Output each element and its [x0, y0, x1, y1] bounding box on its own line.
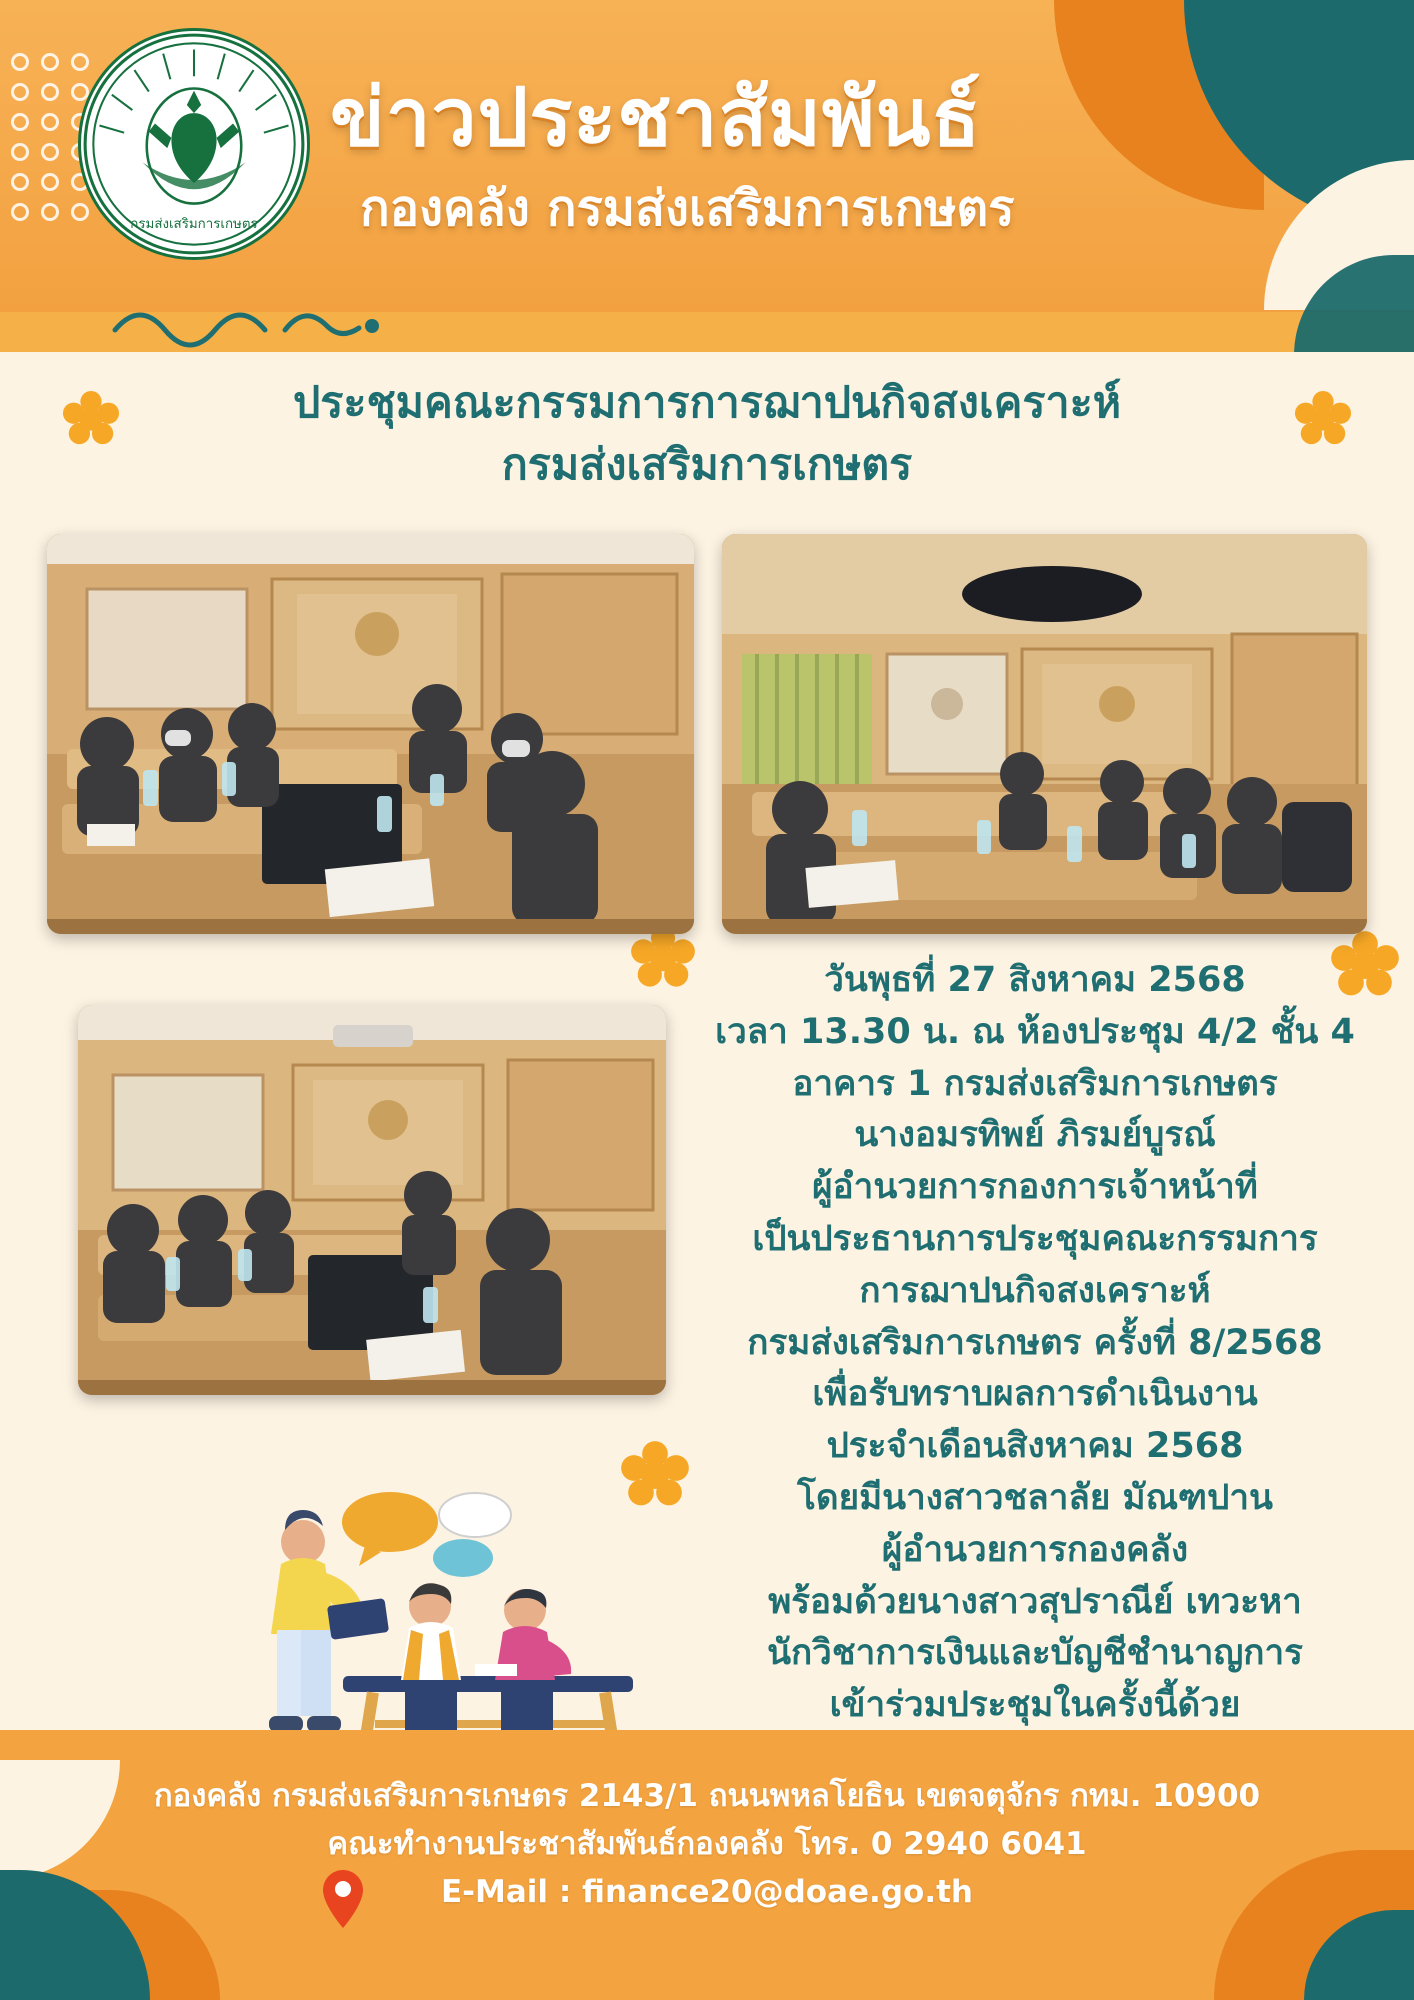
body-line-11: โดยมีนางสาวชลาลัย มัณฑปาน	[797, 1477, 1273, 1518]
body-line-1: วันพุธที่ 27 สิงหาคม 2568	[824, 960, 1246, 1000]
poster-footer	[0, 1730, 1414, 2000]
announcement-body	[700, 955, 1370, 1732]
footer-address: กองคลัง กรมส่งเสริมการเกษตร 2143/1 ถนนพหลโยธิน เขตจตุจักร กทม. 10900	[153, 1778, 1261, 1814]
meeting-photo-1	[47, 534, 694, 934]
body-line-10: ประจำเดือนสิงหาคม 2568	[826, 1426, 1244, 1467]
body-line-8: กรมส่งเสริมการเกษตร ครั้งที่ 8/2568	[747, 1322, 1323, 1363]
body-line-6: เป็นประธานการประชุมคณะกรรมการ	[752, 1218, 1318, 1259]
seal-caption: กรมส่งเสริมการเกษตร	[130, 217, 258, 233]
body-line-9: เพื่อรับทราบผลการดำเนินงาน	[812, 1374, 1258, 1415]
poster-subtitle: กองคลัง กรมส่งเสริมการเกษตร	[360, 180, 1015, 237]
body-line-7: การฌาปนกิจสงเคราะห์	[859, 1270, 1211, 1311]
footer-email[interactable]: E-Mail : finance20@doae.go.th	[441, 1874, 973, 1911]
location-pin-icon	[320, 1868, 366, 1930]
flower-icon-right	[1294, 390, 1352, 448]
flower-icon-mid	[630, 925, 696, 991]
poster-title: ข่าวประชาสัมพันธ์	[330, 71, 982, 164]
meeting-photo-3	[78, 1005, 666, 1395]
footer-contact-block	[0, 1772, 1414, 1916]
meeting-photo-3-graphic	[78, 1005, 666, 1395]
body-line-4: นางอมรทิพย์ ภิรมย์บูรณ์	[854, 1115, 1216, 1156]
body-line-12: ผู้อำนวยการกองคลัง	[881, 1529, 1189, 1570]
headline-line-1: ประชุมคณะกรรมการการฌาปนกิจสงเคราะห์	[292, 378, 1122, 428]
body-line-14: นักวิชาการเงินและบัญชีชำนาญการ	[767, 1633, 1303, 1674]
meeting-photo-2	[722, 534, 1367, 934]
swirl-decoration	[110, 290, 440, 360]
meeting-photo-2-graphic	[722, 534, 1367, 934]
headline-line-2: กรมส่งเสริมการเกษตร	[501, 440, 913, 491]
body-line-13: พร้อมด้วยนางสาวสุปราณีย์ เทวะหา	[768, 1581, 1302, 1622]
body-line-3: อาคาร 1 กรมส่งเสริมการเกษตร	[792, 1063, 1278, 1104]
body-line-15: เข้าร่วมประชุมในครั้งนี้ด้วย	[829, 1685, 1241, 1726]
body-line-2: เวลา 13.30 น. ณ ห้องประชุม 4/2 ชั้น 4	[715, 1011, 1355, 1052]
department-seal-logo	[78, 28, 310, 260]
body-line-5: ผู้อำนวยการกองการเจ้าหน้าที่	[812, 1167, 1258, 1208]
headline-block	[0, 372, 1414, 497]
flower-icon-left	[62, 390, 120, 448]
meeting-photo-1-graphic	[47, 534, 694, 934]
seal-icon	[81, 31, 307, 257]
footer-phone: คณะทำงานประชาสัมพันธ์กองคลัง โทร. 0 2940 6041	[327, 1826, 1087, 1863]
